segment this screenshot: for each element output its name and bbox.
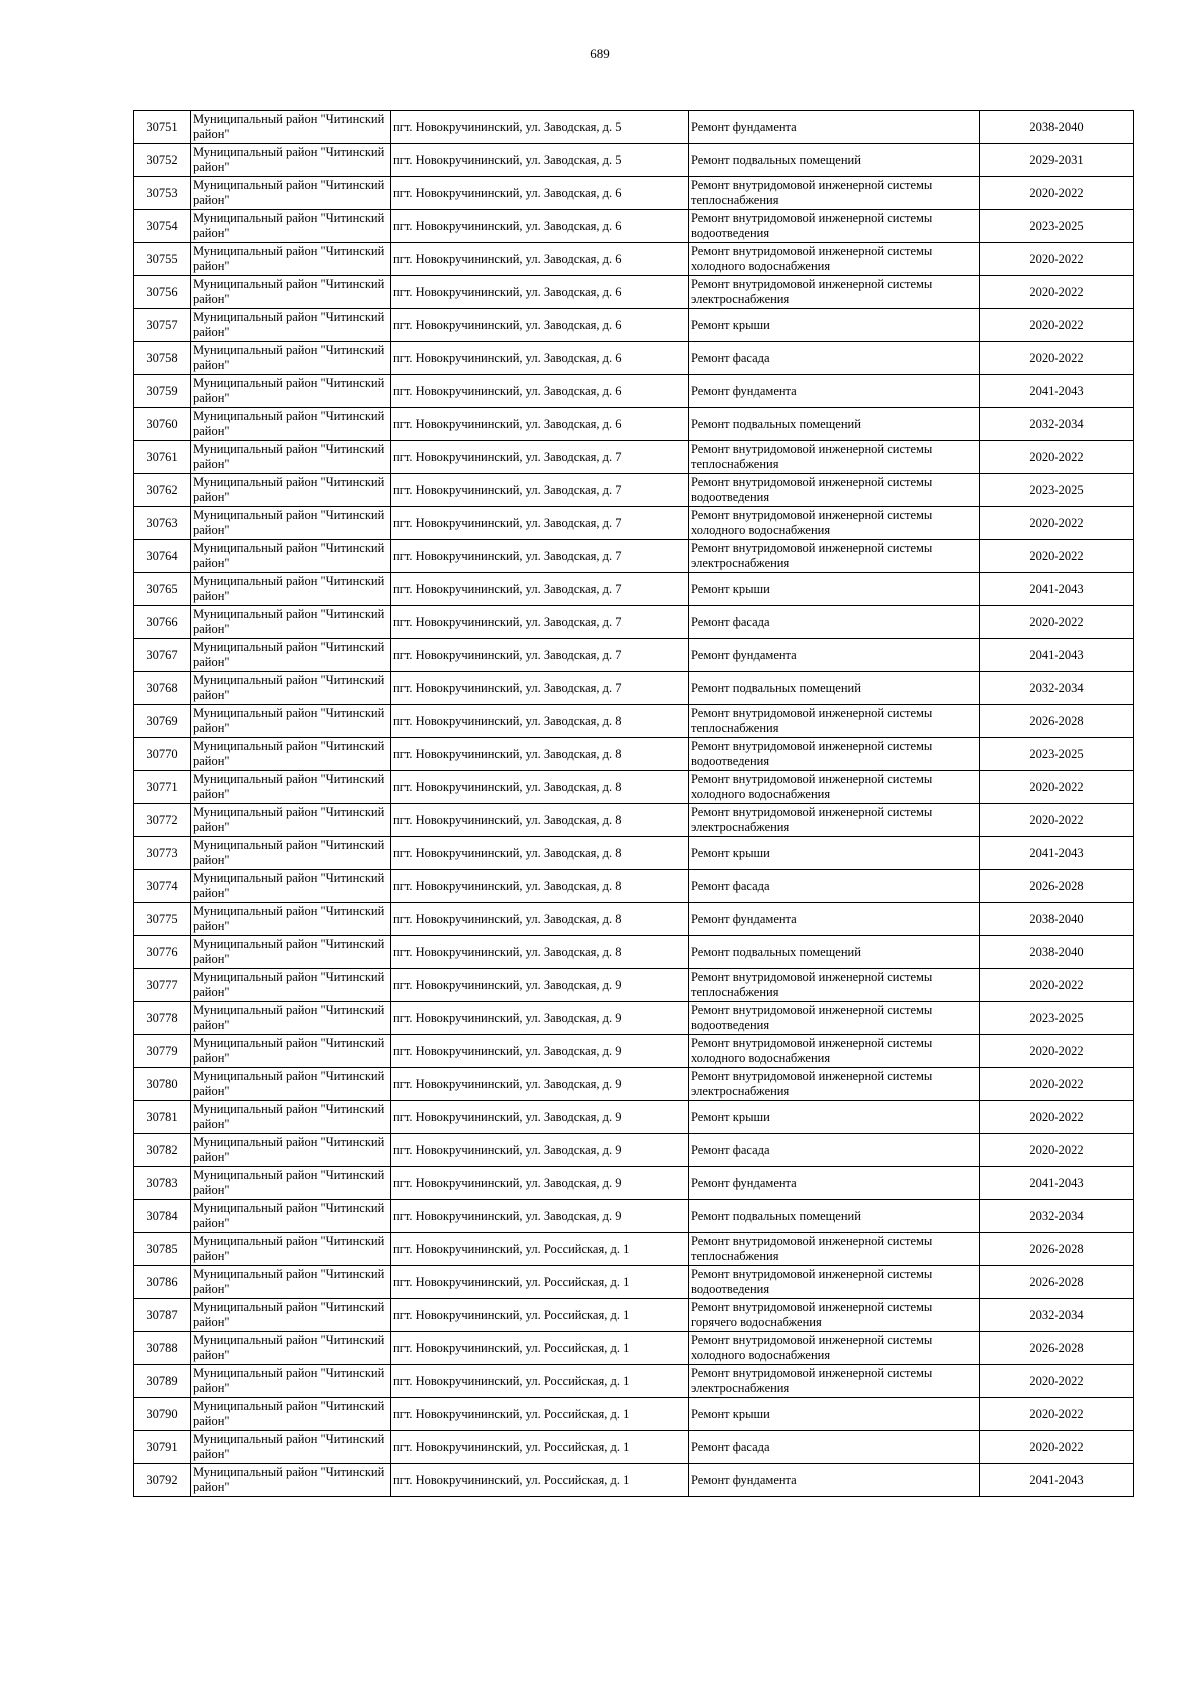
period-cell: 2026-2028 [980,705,1134,738]
work-type-cell: Ремонт внутридомовой инженерной системы водоотведения [689,738,980,771]
period-cell: 2041-2043 [980,573,1134,606]
municipality-cell: Муниципальный район "Читинский район" [191,474,391,507]
row-id-cell: 30753 [134,177,191,210]
row-id-cell: 30751 [134,111,191,144]
municipality-cell: Муниципальный район "Читинский район" [191,1233,391,1266]
table-row [134,705,1134,738]
address-cell: пгт. Новокручининский, ул. Заводская, д. 6 [391,342,689,375]
period-cell: 2038-2040 [980,111,1134,144]
period-cell: 2038-2040 [980,903,1134,936]
row-id-cell: 30756 [134,276,191,309]
period-cell: 2020-2022 [980,243,1134,276]
row-id-cell: 30783 [134,1167,191,1200]
table-row [134,903,1134,936]
municipality-cell: Муниципальный район "Читинский район" [191,1068,391,1101]
work-type-cell: Ремонт внутридомовой инженерной системы холодного водоснабжения [689,243,980,276]
work-type-cell: Ремонт крыши [689,1101,980,1134]
address-cell: пгт. Новокручининский, ул. Российская, д. 1 [391,1365,689,1398]
row-id-cell: 30758 [134,342,191,375]
row-id-cell: 30784 [134,1200,191,1233]
period-cell: 2020-2022 [980,1398,1134,1431]
period-cell: 2020-2022 [980,177,1134,210]
page-number: 689 [590,46,610,61]
municipality-cell: Муниципальный район "Читинский район" [191,837,391,870]
table-row [134,375,1134,408]
table-row [134,243,1134,276]
table-row [134,1200,1134,1233]
address-cell: пгт. Новокручининский, ул. Заводская, д. 7 [391,606,689,639]
row-id-cell: 30763 [134,507,191,540]
row-id-cell: 30779 [134,1035,191,1068]
work-type-cell: Ремонт фундамента [689,903,980,936]
table-row [134,1299,1134,1332]
row-id-cell: 30767 [134,639,191,672]
work-type-cell: Ремонт внутридомовой инженерной системы теплоснабжения [689,441,980,474]
work-type-cell: Ремонт подвальных помещений [689,936,980,969]
row-id-cell: 30785 [134,1233,191,1266]
capital-repair-table [133,110,1134,1497]
row-id-cell: 30757 [134,309,191,342]
row-id-cell: 30777 [134,969,191,1002]
period-cell: 2041-2043 [980,1464,1134,1497]
address-cell: пгт. Новокручининский, ул. Заводская, д. 9 [391,1002,689,1035]
address-cell: пгт. Новокручининский, ул. Заводская, д. 5 [391,111,689,144]
row-id-cell: 30771 [134,771,191,804]
address-cell: пгт. Новокручининский, ул. Заводская, д. 8 [391,936,689,969]
work-type-cell: Ремонт фундамента [689,111,980,144]
table-row [134,606,1134,639]
table-row [134,936,1134,969]
municipality-cell: Муниципальный район "Читинский район" [191,177,391,210]
address-cell: пгт. Новокручининский, ул. Российская, д. 1 [391,1332,689,1365]
address-cell: пгт. Новокручининский, ул. Заводская, д. 5 [391,144,689,177]
municipality-cell: Муниципальный район "Читинский район" [191,672,391,705]
table-row [134,276,1134,309]
row-id-cell: 30778 [134,1002,191,1035]
period-cell: 2020-2022 [980,1431,1134,1464]
period-cell: 2026-2028 [980,1266,1134,1299]
work-type-cell: Ремонт фасада [689,1431,980,1464]
table-row [134,1167,1134,1200]
municipality-cell: Муниципальный район "Читинский район" [191,1200,391,1233]
table-row [134,111,1134,144]
municipality-cell: Муниципальный район "Читинский район" [191,342,391,375]
row-id-cell: 30780 [134,1068,191,1101]
work-type-cell: Ремонт фундамента [689,639,980,672]
table-row [134,969,1134,1002]
table-row [134,837,1134,870]
address-cell: пгт. Новокручининский, ул. Заводская, д. 6 [391,243,689,276]
period-cell: 2023-2025 [980,1002,1134,1035]
address-cell: пгт. Новокручининский, ул. Заводская, д. 8 [391,837,689,870]
period-cell: 2020-2022 [980,342,1134,375]
municipality-cell: Муниципальный район "Читинский район" [191,573,391,606]
period-cell: 2032-2034 [980,1200,1134,1233]
address-cell: пгт. Новокручининский, ул. Заводская, д. 9 [391,1167,689,1200]
table-row [134,507,1134,540]
work-type-cell: Ремонт подвальных помещений [689,672,980,705]
address-cell: пгт. Новокручининский, ул. Заводская, д. 7 [391,540,689,573]
row-id-cell: 30768 [134,672,191,705]
period-cell: 2023-2025 [980,474,1134,507]
work-type-cell: Ремонт внутридомовой инженерной системы электроснабжения [689,276,980,309]
period-cell: 2020-2022 [980,969,1134,1002]
period-cell: 2020-2022 [980,606,1134,639]
period-cell: 2020-2022 [980,771,1134,804]
municipality-cell: Муниципальный район "Читинский район" [191,408,391,441]
row-id-cell: 30759 [134,375,191,408]
address-cell: пгт. Новокручининский, ул. Заводская, д. 7 [391,672,689,705]
municipality-cell: Муниципальный район "Читинский район" [191,309,391,342]
period-cell: 2038-2040 [980,936,1134,969]
work-type-cell: Ремонт фасада [689,606,980,639]
table-row [134,1134,1134,1167]
municipality-cell: Муниципальный район "Читинский район" [191,243,391,276]
table-row [134,1332,1134,1365]
table-row [134,573,1134,606]
row-id-cell: 30789 [134,1365,191,1398]
row-id-cell: 30755 [134,243,191,276]
municipality-cell: Муниципальный район "Читинский район" [191,1035,391,1068]
address-cell: пгт. Новокручининский, ул. Заводская, д. 8 [391,870,689,903]
period-cell: 2020-2022 [980,1035,1134,1068]
address-cell: пгт. Новокручининский, ул. Заводская, д. 6 [391,309,689,342]
table-body [134,111,1134,1497]
table-row [134,672,1134,705]
work-type-cell: Ремонт внутридомовой инженерной системы водоотведения [689,210,980,243]
row-id-cell: 30786 [134,1266,191,1299]
row-id-cell: 30775 [134,903,191,936]
table-row [134,1365,1134,1398]
row-id-cell: 30752 [134,144,191,177]
address-cell: пгт. Новокручининский, ул. Заводская, д. 6 [391,375,689,408]
period-cell: 2023-2025 [980,738,1134,771]
municipality-cell: Муниципальный район "Читинский район" [191,276,391,309]
municipality-cell: Муниципальный район "Читинский район" [191,870,391,903]
table-row [134,342,1134,375]
work-type-cell: Ремонт подвальных помещений [689,1200,980,1233]
table-row [134,1002,1134,1035]
table-row [134,1035,1134,1068]
period-cell: 2020-2022 [980,1134,1134,1167]
period-cell: 2041-2043 [980,639,1134,672]
address-cell: пгт. Новокручининский, ул. Заводская, д. 8 [391,804,689,837]
period-cell: 2032-2034 [980,672,1134,705]
period-cell: 2041-2043 [980,375,1134,408]
municipality-cell: Муниципальный район "Читинский район" [191,936,391,969]
address-cell: пгт. Новокручининский, ул. Заводская, д. 6 [391,210,689,243]
address-cell: пгт. Новокручининский, ул. Заводская, д. 9 [391,1068,689,1101]
row-id-cell: 30761 [134,441,191,474]
address-cell: пгт. Новокручининский, ул. Заводская, д. 8 [391,738,689,771]
work-type-cell: Ремонт внутридомовой инженерной системы теплоснабжения [689,969,980,1002]
work-type-cell: Ремонт внутридомовой инженерной системы водоотведения [689,1002,980,1035]
work-type-cell: Ремонт подвальных помещений [689,144,980,177]
work-type-cell: Ремонт внутридомовой инженерной системы электроснабжения [689,1068,980,1101]
table-row [134,804,1134,837]
work-type-cell: Ремонт фундамента [689,375,980,408]
municipality-cell: Муниципальный район "Читинский район" [191,375,391,408]
table-row [134,1233,1134,1266]
period-cell: 2020-2022 [980,276,1134,309]
row-id-cell: 30776 [134,936,191,969]
table-row [134,771,1134,804]
address-cell: пгт. Новокручининский, ул. Заводская, д. 6 [391,177,689,210]
table-row [134,738,1134,771]
row-id-cell: 30781 [134,1101,191,1134]
address-cell: пгт. Новокручининский, ул. Заводская, д. 9 [391,969,689,1002]
address-cell: пгт. Новокручининский, ул. Заводская, д. 9 [391,1134,689,1167]
address-cell: пгт. Новокручининский, ул. Российская, д. 1 [391,1431,689,1464]
municipality-cell: Муниципальный район "Читинский район" [191,540,391,573]
work-type-cell: Ремонт внутридомовой инженерной системы водоотведения [689,474,980,507]
work-type-cell: Ремонт подвальных помещений [689,408,980,441]
municipality-cell: Муниципальный район "Читинский район" [191,969,391,1002]
municipality-cell: Муниципальный район "Читинский район" [191,903,391,936]
row-id-cell: 30772 [134,804,191,837]
period-cell: 2020-2022 [980,1365,1134,1398]
work-type-cell: Ремонт внутридомовой инженерной системы горячего водоснабжения [689,1299,980,1332]
row-id-cell: 30764 [134,540,191,573]
municipality-cell: Муниципальный район "Читинский район" [191,144,391,177]
row-id-cell: 30774 [134,870,191,903]
period-cell: 2026-2028 [980,870,1134,903]
municipality-cell: Муниципальный район "Читинский район" [191,804,391,837]
address-cell: пгт. Новокручининский, ул. Заводская, д. 6 [391,408,689,441]
table-row [134,870,1134,903]
municipality-cell: Муниципальный район "Читинский район" [191,1332,391,1365]
work-type-cell: Ремонт внутридомовой инженерной системы водоотведения [689,1266,980,1299]
row-id-cell: 30782 [134,1134,191,1167]
table-row [134,309,1134,342]
period-cell: 2041-2043 [980,1167,1134,1200]
municipality-cell: Муниципальный район "Читинский район" [191,705,391,738]
work-type-cell: Ремонт фундамента [689,1167,980,1200]
municipality-cell: Муниципальный район "Читинский район" [191,1431,391,1464]
row-id-cell: 30754 [134,210,191,243]
table-row [134,1101,1134,1134]
municipality-cell: Муниципальный район "Читинский район" [191,1299,391,1332]
row-id-cell: 30792 [134,1464,191,1497]
work-type-cell: Ремонт внутридомовой инженерной системы электроснабжения [689,804,980,837]
work-type-cell: Ремонт внутридомовой инженерной системы электроснабжения [689,1365,980,1398]
period-cell: 2020-2022 [980,804,1134,837]
work-type-cell: Ремонт фасада [689,1134,980,1167]
municipality-cell: Муниципальный район "Читинский район" [191,507,391,540]
municipality-cell: Муниципальный район "Читинский район" [191,1002,391,1035]
municipality-cell: Муниципальный район "Читинский район" [191,738,391,771]
municipality-cell: Муниципальный район "Читинский район" [191,1101,391,1134]
municipality-cell: Муниципальный район "Читинский район" [191,1464,391,1497]
address-cell: пгт. Новокручининский, ул. Заводская, д. 8 [391,705,689,738]
row-id-cell: 30790 [134,1398,191,1431]
work-type-cell: Ремонт внутридомовой инженерной системы теплоснабжения [689,177,980,210]
work-type-cell: Ремонт внутридомовой инженерной системы электроснабжения [689,540,980,573]
address-cell: пгт. Новокручининский, ул. Российская, д. 1 [391,1398,689,1431]
table-row [134,144,1134,177]
work-type-cell: Ремонт крыши [689,573,980,606]
work-type-cell: Ремонт внутридомовой инженерной системы холодного водоснабжения [689,771,980,804]
address-cell: пгт. Новокручининский, ул. Российская, д. 1 [391,1233,689,1266]
table-row [134,441,1134,474]
municipality-cell: Муниципальный район "Читинский район" [191,111,391,144]
table-row [134,540,1134,573]
period-cell: 2020-2022 [980,540,1134,573]
period-cell: 2032-2034 [980,408,1134,441]
work-type-cell: Ремонт фундамента [689,1464,980,1497]
address-cell: пгт. Новокручининский, ул. Российская, д. 1 [391,1266,689,1299]
period-cell: 2020-2022 [980,1101,1134,1134]
work-type-cell: Ремонт внутридомовой инженерной системы холодного водоснабжения [689,1035,980,1068]
work-type-cell: Ремонт крыши [689,1398,980,1431]
period-cell: 2020-2022 [980,441,1134,474]
address-cell: пгт. Новокручининский, ул. Российская, д. 1 [391,1464,689,1497]
work-type-cell: Ремонт фасада [689,870,980,903]
address-cell: пгт. Новокручининский, ул. Заводская, д. 7 [391,441,689,474]
municipality-cell: Муниципальный район "Читинский район" [191,1365,391,1398]
row-id-cell: 30787 [134,1299,191,1332]
row-id-cell: 30773 [134,837,191,870]
work-type-cell: Ремонт крыши [689,309,980,342]
table-row [134,1464,1134,1497]
municipality-cell: Муниципальный район "Читинский район" [191,639,391,672]
row-id-cell: 30760 [134,408,191,441]
address-cell: пгт. Новокручининский, ул. Заводская, д. 6 [391,276,689,309]
address-cell: пгт. Новокручининский, ул. Российская, д. 1 [391,1299,689,1332]
period-cell: 2026-2028 [980,1233,1134,1266]
work-type-cell: Ремонт внутридомовой инженерной системы теплоснабжения [689,1233,980,1266]
address-cell: пгт. Новокручининский, ул. Заводская, д. 7 [391,639,689,672]
municipality-cell: Муниципальный район "Читинский район" [191,210,391,243]
period-cell: 2020-2022 [980,309,1134,342]
period-cell: 2029-2031 [980,144,1134,177]
period-cell: 2026-2028 [980,1332,1134,1365]
period-cell: 2041-2043 [980,837,1134,870]
row-id-cell: 30770 [134,738,191,771]
municipality-cell: Муниципальный район "Читинский район" [191,606,391,639]
municipality-cell: Муниципальный район "Читинский район" [191,1398,391,1431]
period-cell: 2023-2025 [980,210,1134,243]
row-id-cell: 30791 [134,1431,191,1464]
table-row [134,639,1134,672]
table-row [134,1431,1134,1464]
table-row [134,1398,1134,1431]
row-id-cell: 30766 [134,606,191,639]
address-cell: пгт. Новокручининский, ул. Заводская, д. 7 [391,474,689,507]
row-id-cell: 30762 [134,474,191,507]
municipality-cell: Муниципальный район "Читинский район" [191,441,391,474]
table-row [134,474,1134,507]
address-cell: пгт. Новокручининский, ул. Заводская, д. 7 [391,507,689,540]
address-cell: пгт. Новокручининский, ул. Заводская, д. 9 [391,1101,689,1134]
table-row [134,210,1134,243]
table-row [134,177,1134,210]
work-type-cell: Ремонт фасада [689,342,980,375]
work-type-cell: Ремонт внутридомовой инженерной системы холодного водоснабжения [689,507,980,540]
address-cell: пгт. Новокручининский, ул. Заводская, д. 9 [391,1035,689,1068]
municipality-cell: Муниципальный район "Читинский район" [191,1167,391,1200]
municipality-cell: Муниципальный район "Читинский район" [191,771,391,804]
period-cell: 2032-2034 [980,1299,1134,1332]
address-cell: пгт. Новокручининский, ул. Заводская, д. 8 [391,903,689,936]
period-cell: 2020-2022 [980,1068,1134,1101]
work-type-cell: Ремонт крыши [689,837,980,870]
address-cell: пгт. Новокручининский, ул. Заводская, д. 9 [391,1200,689,1233]
table-row [134,1068,1134,1101]
address-cell: пгт. Новокручининский, ул. Заводская, д. 8 [391,771,689,804]
work-type-cell: Ремонт внутридомовой инженерной системы холодного водоснабжения [689,1332,980,1365]
table-row [134,408,1134,441]
table-row [134,1266,1134,1299]
row-id-cell: 30769 [134,705,191,738]
row-id-cell: 30788 [134,1332,191,1365]
row-id-cell: 30765 [134,573,191,606]
period-cell: 2020-2022 [980,507,1134,540]
address-cell: пгт. Новокручининский, ул. Заводская, д. 7 [391,573,689,606]
municipality-cell: Муниципальный район "Читинский район" [191,1266,391,1299]
work-type-cell: Ремонт внутридомовой инженерной системы теплоснабжения [689,705,980,738]
municipality-cell: Муниципальный район "Читинский район" [191,1134,391,1167]
